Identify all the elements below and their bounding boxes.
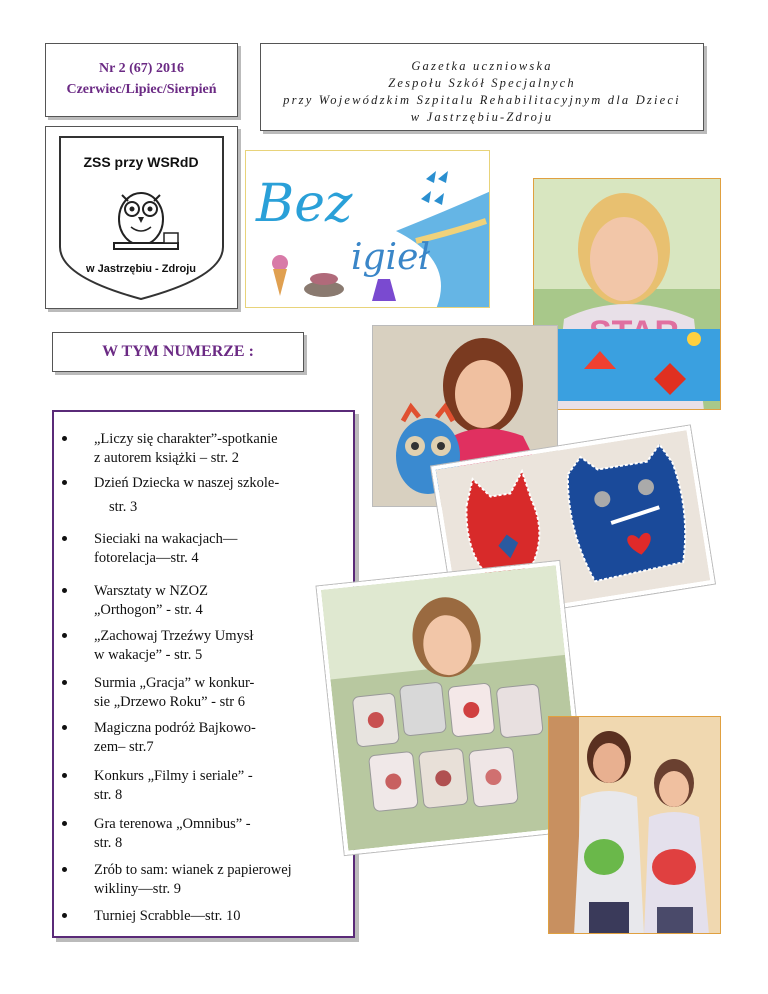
header-line-2: Zespołu Szkół Specjalnych	[388, 76, 576, 90]
issue-number: Nr 2 (67) 2016	[99, 61, 184, 76]
ice-cream-icon	[272, 255, 288, 296]
toc-item-text: Konkurs „Filmy i seriale” - str. 8	[94, 768, 253, 803]
school-logo-box	[45, 126, 238, 309]
toc-item-text: „Liczy się charakter”-spotkanie z autorem książki – str. 2	[94, 431, 278, 466]
toc-item-text: Sieciaki na wakacjach— fotorelacja—str. 4	[94, 531, 238, 566]
logo-top-text: ZSS przy WSRdD	[83, 154, 199, 170]
header-line-4: w Jastrzębiu-Zdroju	[410, 110, 554, 124]
stones-icon	[304, 273, 344, 297]
toc-item-text: „Zachowaj Trzeźwy Umysł w wakacje” - str. 5	[94, 628, 254, 663]
toc-item-text: Surmia „Gracja” w konkur- sie „Drzewo Roku” - str 6	[94, 675, 255, 710]
toc-heading-box	[52, 332, 304, 372]
logo-bottom-text: w Jastrzębiu - Zdroju	[85, 263, 197, 275]
toc-item-text: Magiczna podróż Bajkowo- zem– str.7	[94, 720, 256, 755]
newsletter-header	[260, 43, 704, 131]
issue-months: Czerwiec/Lipiec/Sierpień	[66, 82, 217, 97]
butterfly-icon	[421, 171, 448, 205]
toc-item-text: Zrób to sam: wianek z papierowej wikliny—str. 9	[94, 862, 292, 897]
photo-decorated-jars	[317, 561, 588, 855]
bottle-icon	[372, 279, 396, 301]
toc-item-text: str. 3	[109, 499, 138, 515]
table-of-contents	[52, 410, 355, 938]
toc-heading: W TYM NUMERZE :	[102, 343, 254, 360]
school-crest	[46, 127, 237, 308]
toc-item-text: Gra terenowa „Omnibus” - str. 8	[94, 816, 251, 851]
header-line-3: przy Wojewódzkim Szpitalu Rehabilitacyjnym dla Dzieci	[283, 93, 681, 107]
header-line-1: Gazetka uczniowska	[411, 59, 553, 73]
title-artwork	[245, 150, 490, 308]
toc-item-text: Warsztaty w NZOZ „Orthogon” - str. 4	[94, 583, 208, 618]
photo-girl-star-shirt	[533, 178, 721, 410]
title-word-2: igieł	[351, 237, 431, 278]
issue-info-box	[45, 43, 238, 117]
toc-item-text: Turniej Scrabble—str. 10	[94, 908, 241, 924]
toc-item-text: Dzień Dziecka w naszej szkole-	[94, 475, 280, 491]
photo-two-girls	[548, 716, 721, 934]
title-word-1: Bez	[256, 174, 353, 234]
